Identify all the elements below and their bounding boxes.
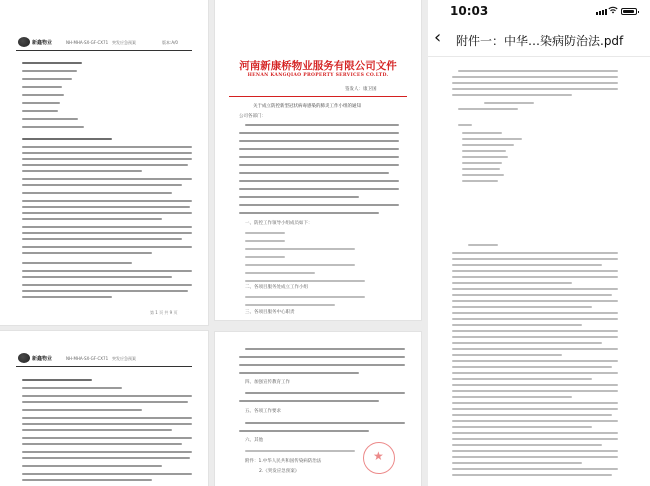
- attachment-2: 2.《突发应急预案》: [259, 469, 300, 474]
- section-heading: 四、加强宣传教育工作: [245, 380, 290, 385]
- logo-icon: [18, 37, 30, 47]
- notice-salutation: 公司各部门：: [239, 114, 266, 119]
- company-notice-page-2[interactable]: [215, 332, 421, 486]
- signal-icon: [596, 9, 607, 15]
- clock: 10:03: [450, 4, 489, 18]
- company-seal: [363, 442, 395, 474]
- emergency-plan-page-2[interactable]: [0, 331, 208, 486]
- red-header-rule: [229, 96, 407, 97]
- doc-code: NH-MHA-SX-GF-CX71: [66, 356, 109, 361]
- header-rule: [16, 50, 192, 51]
- doc-header-title: 突发应急预案: [112, 356, 136, 361]
- emergency-plan-page-1[interactable]: [0, 0, 208, 325]
- company-notice-page-1[interactable]: [215, 0, 421, 320]
- phone-pdf-viewer: [428, 0, 650, 486]
- section-heading: 五、各项工作要求: [245, 409, 281, 414]
- battery-icon: [621, 8, 637, 15]
- nav-bar: [428, 22, 650, 57]
- wifi-icon: [608, 6, 618, 14]
- company-title: 河南新康桥物业服务有限公司文件: [239, 60, 397, 72]
- doc-header-title: 突发应急预案: [112, 40, 136, 45]
- status-bar: [428, 0, 650, 22]
- logo-text: 新鑫物业: [32, 39, 53, 46]
- doc-code: NH-MHA-SX-GF-CX71: [66, 40, 109, 45]
- company-logo: [18, 353, 52, 363]
- attachment-1: 附件：1.中华人民共和国传染病防治法: [245, 459, 322, 464]
- section-heading: 一、防控工作领导小组成员如下：: [245, 221, 313, 226]
- logo-icon: [18, 353, 30, 363]
- company-title-en: HENAN KANGQIAO PROPERTY SERVICES CO.LTD.: [247, 73, 389, 78]
- back-button[interactable]: ‹: [434, 27, 442, 48]
- logo-text: 新鑫物业: [32, 355, 53, 362]
- section-heading: 二、各项目服务处成立工作小组: [245, 285, 308, 290]
- notice-subject: 关于成立防控新型冠状病毒感染的肺炎工作小组的通知: [253, 104, 361, 109]
- header-rule: [16, 366, 192, 367]
- page-footer: 第 1 页 共 9 页: [150, 310, 178, 315]
- company-logo: [18, 37, 52, 47]
- pdf-title: 附件一：中华…染病防治法.pdf: [456, 34, 624, 48]
- section-heading: 六、其他: [245, 438, 263, 443]
- pdf-page[interactable]: [448, 62, 638, 482]
- doc-version: 版本:A/0: [162, 40, 178, 45]
- section-heading: 三、各项目服务中心职责: [245, 310, 295, 315]
- issuer-label: 签发人：康卫国: [345, 87, 377, 92]
- body-line: [245, 450, 355, 452]
